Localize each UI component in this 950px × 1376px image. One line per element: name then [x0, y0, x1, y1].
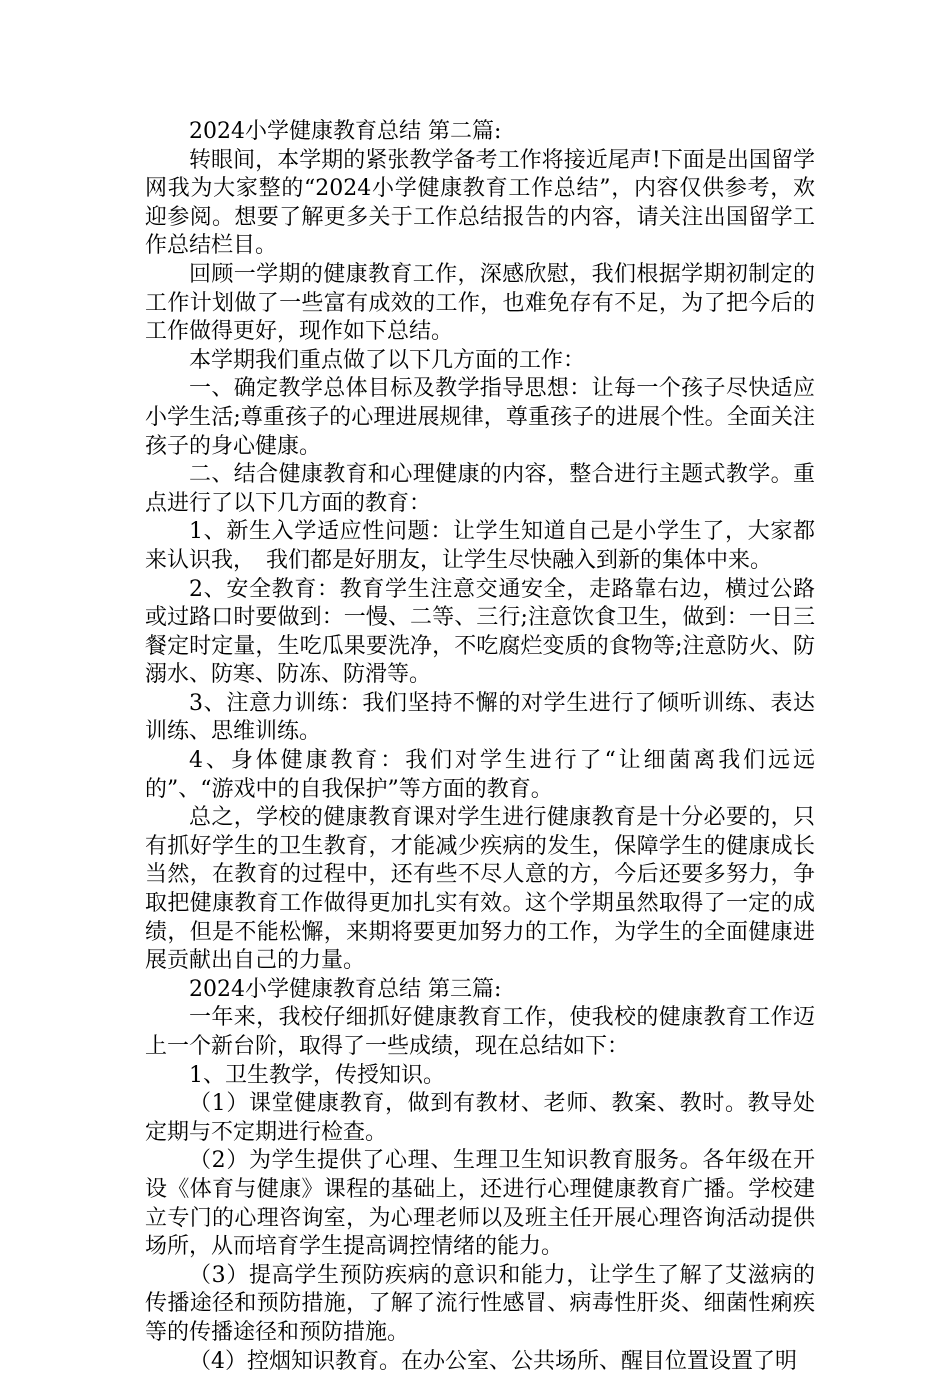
subitem-3-paragraph: （3）提高学生预防疾病的意识和能力，让学生了解了艾滋病的传播途径和预防措施，了解了流行性感冒、病毒性肝炎、细菌性痢疾等的传播途径和预防措施。: [145, 1262, 815, 1345]
summary-paragraph: 总之，学校的健康教育课对学生进行健康教育是十分必要的，只有抓好学生的卫生教育，才能减少疾病的发生，保障学生的健康成长当然，在教育的过程中，还有些不尽人意的方，今后还要多努力，争取把健康教育工作做得更加扎实有效。这个学期虽然取得了一定的成绩，但是不能松懈，来期将要更加努力的工作，为学生的全面健康进展贡献出自己的力量。: [145, 805, 815, 974]
section-heading-part-two: 2024小学健康教育总结 第二篇:: [189, 119, 502, 144]
subitem-2-paragraph: （2）为学生提供了心理、生理卫生知识教育服务。各年级在开设《体育与健康》课程的基础上，还进行心理健康教育广播。学校建立专门的心理咨询室，为心理老师以及班主任开展心理咨询活动提供场所，从而培育学生提高调控情绪的能力。: [145, 1148, 815, 1260]
point-two-paragraph: 二、结合健康教育和心理健康的内容，整合进行主题式教学。重点进行了以下几方面的教育：: [145, 462, 815, 516]
item-safety-paragraph: 2、安全教育：教育学生注意交通安全，走路靠右边，横过公路或过路口时要做到：一慢、二等、三行;注意饮食卫生，做到：一日三餐定时定量，生吃瓜果要洗净，不吃腐烂变质的食物等;注意防火、防溺水、防寒、防冻、防滑等。: [145, 576, 815, 688]
point-one-paragraph: 一、确定教学总体目标及教学指导思想：让每一个孩子尽快适应小学生活;尊重孩子的心理进展规律，尊重孩子的进展个性。全面关注孩子的身心健康。: [145, 376, 815, 459]
intro-paragraph: 转眼间，本学期的紧张教学备考工作将接近尾声!下面是出国留学网我为大家整的“2024小学健康教育工作总结”，内容仅供参考，欢迎参阅。想要了解更多关于工作总结报告的内容，请关注出国留学工作总结栏目。: [145, 147, 816, 259]
item-new-students-paragraph: 1、新生入学适应性问题：让学生知道自己是小学生了，大家都来认识我， 我们都是好朋友，让学生尽快融入到新的集体中来。: [145, 519, 815, 573]
review-paragraph: 回顾一学期的健康教育工作，深感欣慰，我们根据学期初制定的工作计划做了一些富有成效的工作，也难免存有不足，为了把今后的工作做得更好，现作如下总结。: [145, 261, 815, 345]
hygiene-teaching-paragraph: 1、卫生教学，传授知识。: [189, 1062, 445, 1088]
document-page: [145, 118, 815, 1376]
subitem-4-paragraph: （4）控烟知识教育。在办公室、公共场所、醒目位置设置了明: [189, 1348, 797, 1374]
item-body-health-paragraph: 4、身体健康教育：我们对学生进行了“让细菌离我们远远的”、“游戏中的自我保护”等方面的教育。: [145, 748, 815, 802]
year-overview-paragraph: 一年来，我校仔细抓好健康教育工作，使我校的健康教育工作迈上一个新台阶，取得了一些成绩，现在总结如下：: [145, 1005, 815, 1059]
item-attention-paragraph: 3、注意力训练：我们坚持不懈的对学生进行了倾听训练、表达训练、思维训练。: [145, 690, 815, 745]
subitem-1-paragraph: （1）课堂健康教育，做到有教材、老师、教案、教时。教导处定期与不定期进行检查。: [145, 1091, 815, 1145]
section-heading-part-three: 2024小学健康教育总结 第三篇:: [189, 976, 502, 1002]
focus-paragraph: 本学期我们重点做了以下几方面的工作：: [189, 347, 586, 373]
